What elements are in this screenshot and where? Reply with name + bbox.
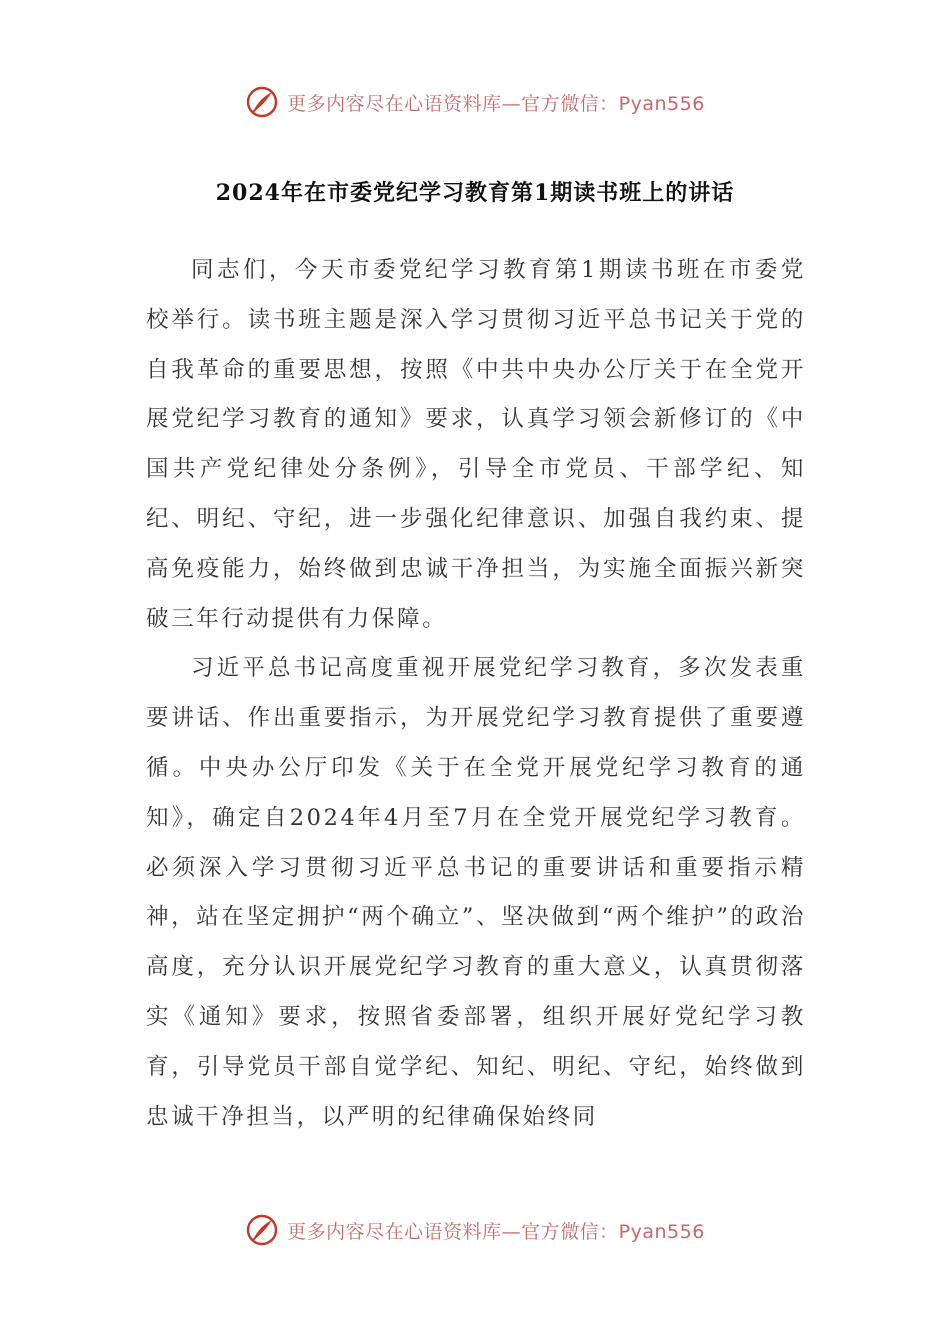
watermark-text: 更多内容尽在心语资料库—官方微信：Pyan556 bbox=[287, 1220, 705, 1243]
paragraph: 同志们，今天市委党纪学习教育第1期读书班在市委党校举行。读书班主题是深入学习贯彻习近平总书记关于党的自我革命的重要思想，按照《中共中央办公厅关于在全党开展党纪学习教育的通知》要求，认真学习领会新修订的《中国共产党纪律处分条例》，引导全市党员、干部学纪、知纪、明纪、守纪，进一步强化纪律意识、加强自我约束、提高免疫能力，始终做到忠诚干净担当，为实施全面振兴新突破三年行动提供有力保障。 bbox=[146, 257, 806, 632]
document-body bbox=[146, 246, 806, 1142]
quill-logo-icon bbox=[245, 1213, 279, 1247]
footer-watermark bbox=[0, 1210, 950, 1250]
header-watermark bbox=[0, 82, 950, 122]
watermark-text: 更多内容尽在心语资料库—官方微信：Pyan556 bbox=[287, 92, 705, 115]
quill-logo-icon bbox=[245, 85, 279, 119]
paragraph: 习近平总书记高度重视开展党纪学习教育，多次发表重要讲话、作出重要指示，为开展党纪学习教育提供了重要遵循。中央办公厅印发《关于在全党开展党纪学习教育的通知》，确定自2024年4月至7月在全党开展党纪学习教育。必须深入学习贯彻习近平总书记的重要讲话和重要指示精神，站在坚定拥护“两个确立”、坚决做到“两个维护”的政治高度，充分认识开展党纪学习教育的重大意义，认真贯彻落实《通知》要求，按照省委部署，组织开展好党纪学习教育，引导党员干部自觉学纪、知纪、明纪、守纪，始终做到忠诚干净担当，以严明的纪律确保始终同 bbox=[146, 655, 806, 1130]
document-title: 2024年在市委党纪学习教育第1期读书班上的讲话 bbox=[215, 180, 735, 206]
